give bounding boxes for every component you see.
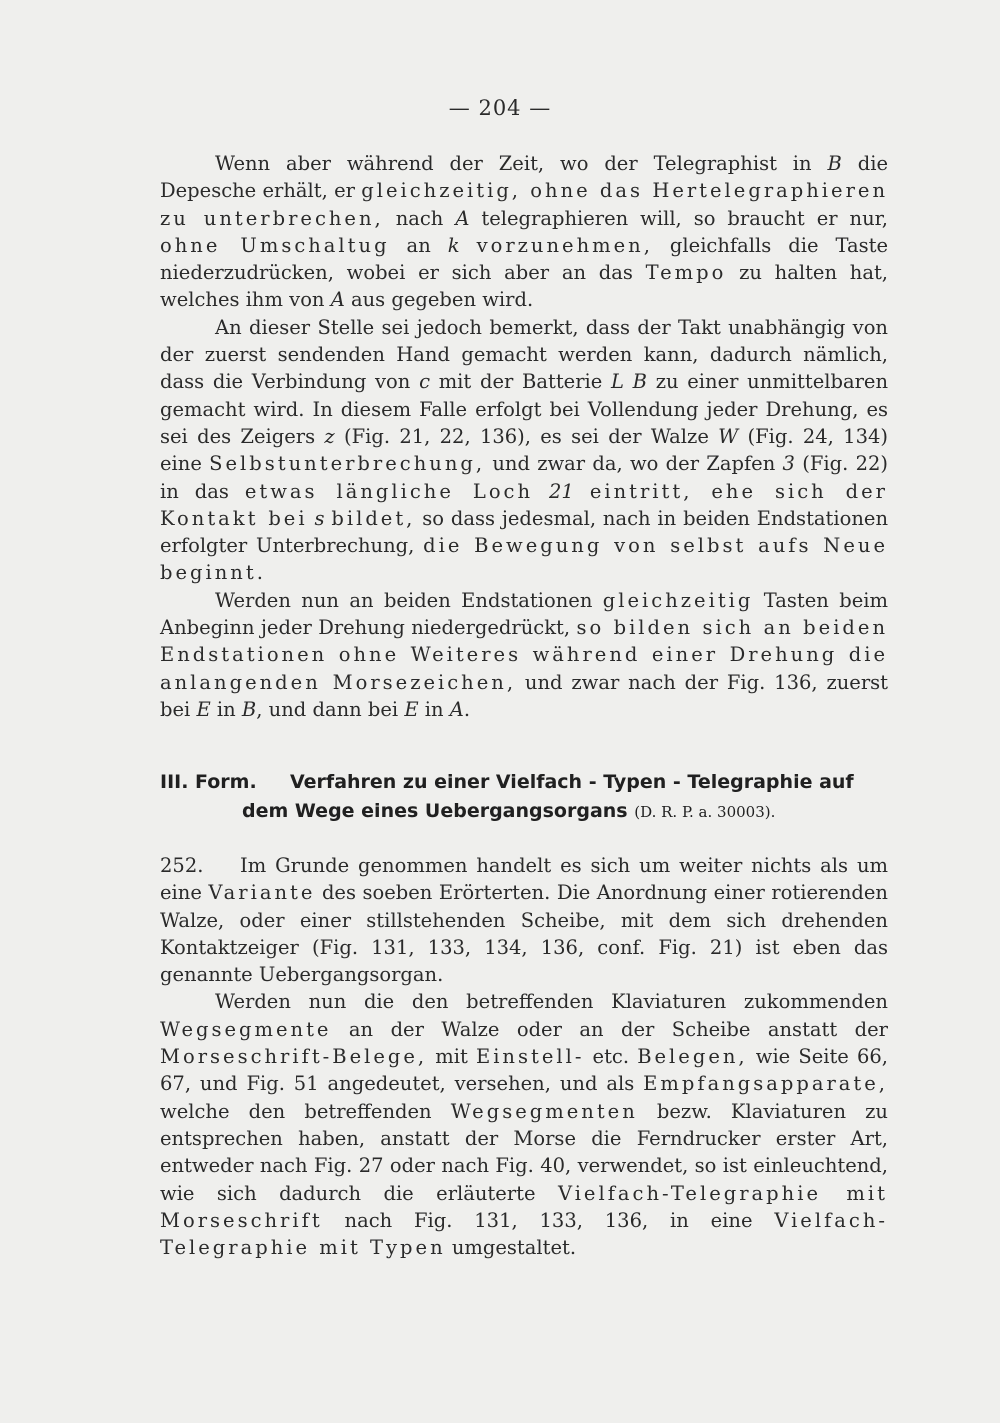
heading-title-2: dem Wege eines Uebergangsorgans	[242, 800, 628, 822]
text-block-bottom	[160, 852, 888, 1261]
heading-line-1	[160, 768, 888, 797]
section-heading	[160, 768, 888, 827]
heading-title-1: Verfahren zu einer Vielfach - Typen - Telegraphie auf	[290, 771, 854, 793]
form-label: III. Form.	[160, 771, 257, 793]
paragraph-1: Wenn aber während der Zeit, wo der Telegraphist in B die Depesche erhält, er gleichzeitig, ohne das Hertelegraphieren zu unterbrechen, nach A telegraphieren will, so braucht er nur, ohne Umschaltug an k vorzunehmen, gleichfalls die Taste niederzudrücken, wobei er sich aber an das Tempo zu halten hat, welches ihm von A aus gegeben wird.	[160, 152, 889, 312]
section-number: 252.	[160, 854, 204, 877]
heading-line-2	[160, 797, 888, 827]
paragraph-4: 252. Im Grunde genommen handelt es sich um weiter nichts als um eine Variante des soeben Erörterten. Die Anordnung einer rotierenden Walze, oder einer stillstehenden Scheibe, mit dem sich drehenden Kontaktzeiger (Fig. 131, 133, 134, 136, conf. Fig. 21) ist eben das genannte Uebergangsorgan.	[160, 854, 888, 987]
paragraph-5: Werden nun die den betreffenden Klaviaturen zukommenden Wegsegmente an der Walze oder an der Scheibe anstatt der Morseschrift-Belege, mit Einstell- etc. Belegen, wie Seite 66, 67, und Fig. 51 angedeutet, versehen, und als Empfangsapparate, welche den betreffenden Wegsegmenten bezw. Klaviaturen zu entsprechen haben, anstatt der Morse die Ferndrucker erster Art, entweder nach Fig. 27 oder nach Fig. 40, verwendet, so ist einleuchtend, wie sich dadurch die erläuterte Vielfach-Telegraphie mit Morseschrift nach Fig. 131, 133, 136, in eine Vielfach-Telegraphie mit Typen umgestaltet.	[160, 990, 888, 1260]
paragraph-2: An dieser Stelle sei jedoch bemerkt, dass der Takt unabhängig von der zuerst sendenden Hand gemacht werden kann, dadurch nämlich, dass die Verbindung von c mit der Batterie L B zu einer unmittelbaren gemacht wird. In diesem Falle erfolgt bei Vollendung jeder Drehung, es sei des Zeigers z (Fig. 21, 22, 136), es sei der Walze W (Fig. 24, 134) eine Selbstunterbrechung, und zwar da, wo der Zapfen 3 (Fig. 22) in das etwas längliche Loch 21 eintritt, ehe sich der Kontakt bei s bildet, so dass jedesmal, nach in beiden Endstationen erfolgter Unterbrechung, die Bewegung von selbst aufs Neue beginnt.	[160, 315, 889, 585]
paragraph-3: Werden nun an beiden Endstationen gleichzeitig Tasten beim Anbeginn jeder Drehung niedergedrückt, so bilden sich an beiden Endstationen ohne Weiteres während einer Drehung die anlangenden Morsezeichen, und zwar nach der Fig. 136, zuerst bei E in B, und dann bei E in A.	[160, 588, 889, 721]
text-block-top	[160, 150, 888, 723]
patent-reference: (D. R. P. a. 30003).	[634, 803, 776, 821]
page-number: — 204 —	[448, 96, 552, 120]
